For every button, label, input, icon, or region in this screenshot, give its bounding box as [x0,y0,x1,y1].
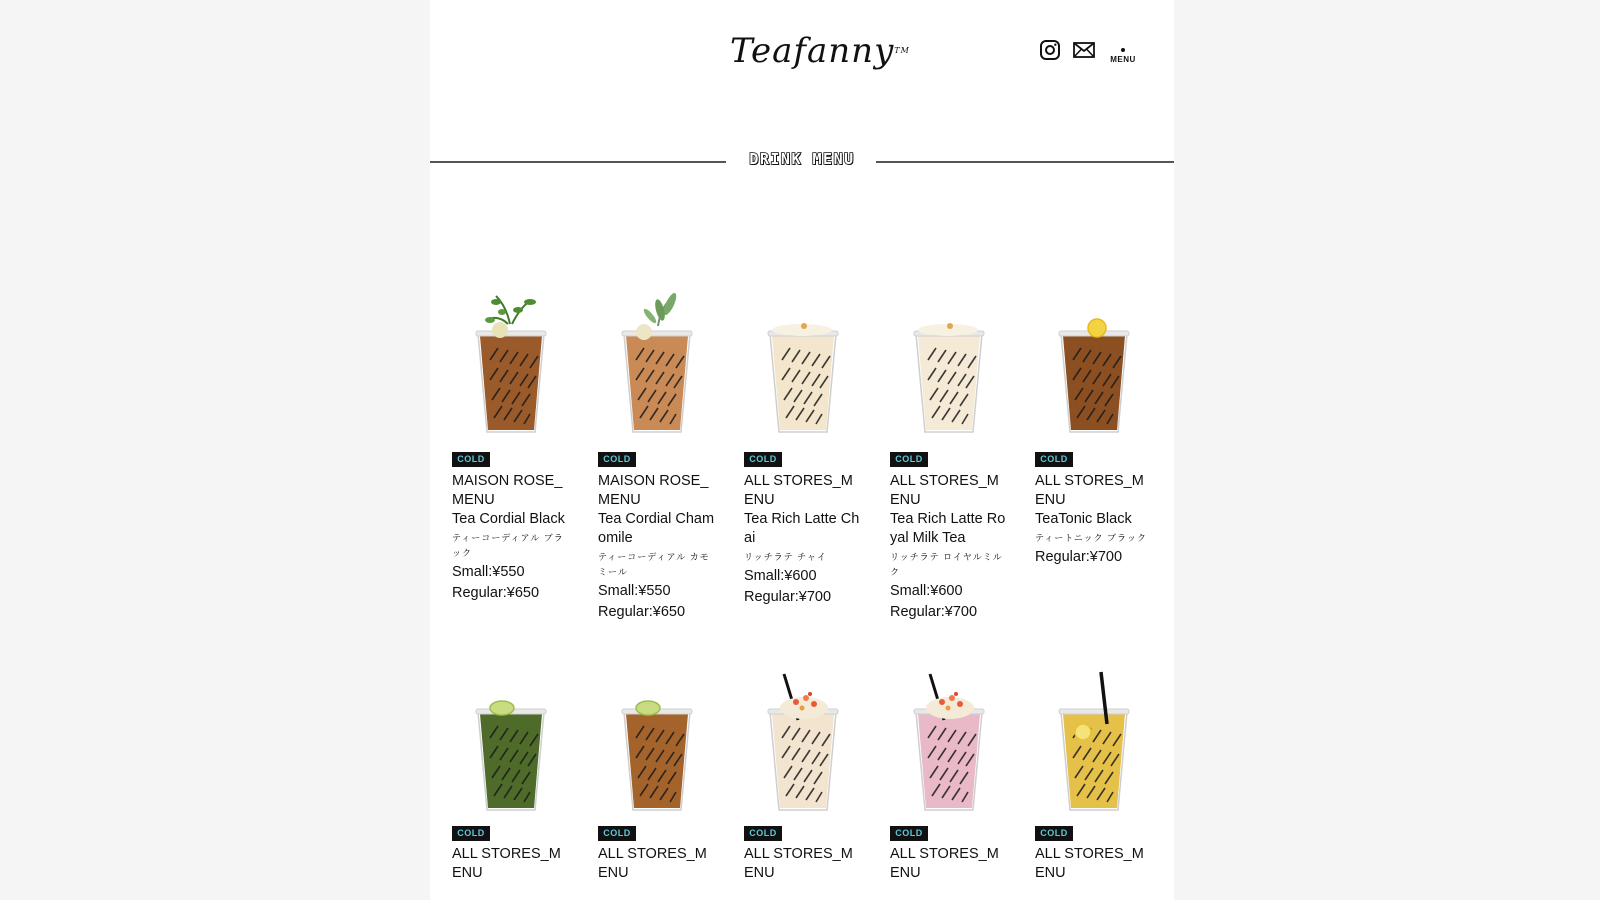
menu-dot-icon [1121,48,1125,52]
cold-badge: COLD [598,826,636,841]
drink-image[interactable] [890,290,1008,440]
product-category: ALL STORES_MENU [1035,473,1144,508]
product-price: Small:¥600 [890,583,963,599]
product-price: Small:¥600 [744,568,817,584]
product-name: Tea Cordial Chamomile [598,511,715,546]
drink-image[interactable] [1035,290,1153,440]
product-category: ALL STORES_MENU [452,846,561,881]
product-name: Tea Cordial Black [452,511,565,527]
product-category: ALL STORES_MENU [744,846,853,881]
drink-image[interactable] [1035,668,1153,818]
product-price: Regular:¥700 [890,604,978,620]
product-text [890,472,1008,623]
product-price: Small:¥550 [598,583,671,599]
product-category: ALL STORES_MENU [598,846,707,881]
cold-badge: COLD [890,452,928,467]
product-price: Regular:¥700 [744,589,832,605]
drink-image[interactable] [598,668,716,818]
product-text [598,472,716,623]
product-text [1035,845,1153,883]
drink-image[interactable] [452,290,570,440]
cold-badge: COLD [890,826,928,841]
product-text [452,472,570,604]
product-category: ALL STORES_MENU [744,473,853,508]
mail-icon[interactable] [1072,38,1096,62]
cold-badge: COLD [744,452,782,467]
instagram-icon[interactable] [1038,38,1062,62]
product-text [890,845,1008,883]
product-category: ALL STORES_MENU [890,846,999,881]
cold-badge: COLD [1035,826,1073,841]
product-category: ALL STORES_MENU [890,473,999,508]
product-category: MAISON ROSE_MENU [452,473,563,508]
drink-image[interactable] [744,668,862,818]
product-text [744,472,862,608]
divider-left [430,161,726,163]
drink-image[interactable] [890,668,1008,818]
product-text [744,845,862,883]
cold-badge: COLD [452,826,490,841]
cold-badge: COLD [744,826,782,841]
product-price: Regular:¥700 [1035,549,1123,565]
product-category: ALL STORES_MENU [1035,846,1144,881]
drink-image[interactable] [452,668,570,818]
brand-logo[interactable] [730,28,910,74]
product-text [598,845,716,883]
cold-badge: COLD [598,452,636,467]
page [430,0,1174,900]
product-text [1035,472,1153,568]
drink-image[interactable] [598,290,716,440]
product-price: Small:¥550 [452,564,525,580]
menu-label: MENU [1110,55,1136,64]
product-name-jp: リッチラテ チャイ [744,552,827,562]
menu-button[interactable] [1106,46,1140,70]
cold-badge: COLD [452,452,490,467]
product-name: Tea Rich Latte Chai [744,511,860,546]
product-text [452,845,570,883]
cold-badge: COLD [1035,452,1073,467]
product-price: Regular:¥650 [598,604,686,620]
product-category: MAISON ROSE_MENU [598,473,709,508]
product-name-jp: ティーコーディアル ブラック [452,533,564,558]
divider-right [876,161,1174,163]
product-name: Tea Rich Latte Royal Milk Tea [890,511,1006,546]
product-name: TeaTonic Black [1035,511,1132,527]
drink-image[interactable] [744,290,862,440]
product-name-jp: ティートニック ブラック [1035,533,1147,543]
section-title: DRINK MENU [749,150,855,168]
product-price: Regular:¥650 [452,585,540,601]
product-name-jp: リッチラテ ロイヤルミルク [890,552,1003,577]
product-name-jp: ティーコーディアル カモミール [598,552,710,577]
logo-tm: TM [894,46,910,55]
logo-text: Teafanny [730,31,895,71]
